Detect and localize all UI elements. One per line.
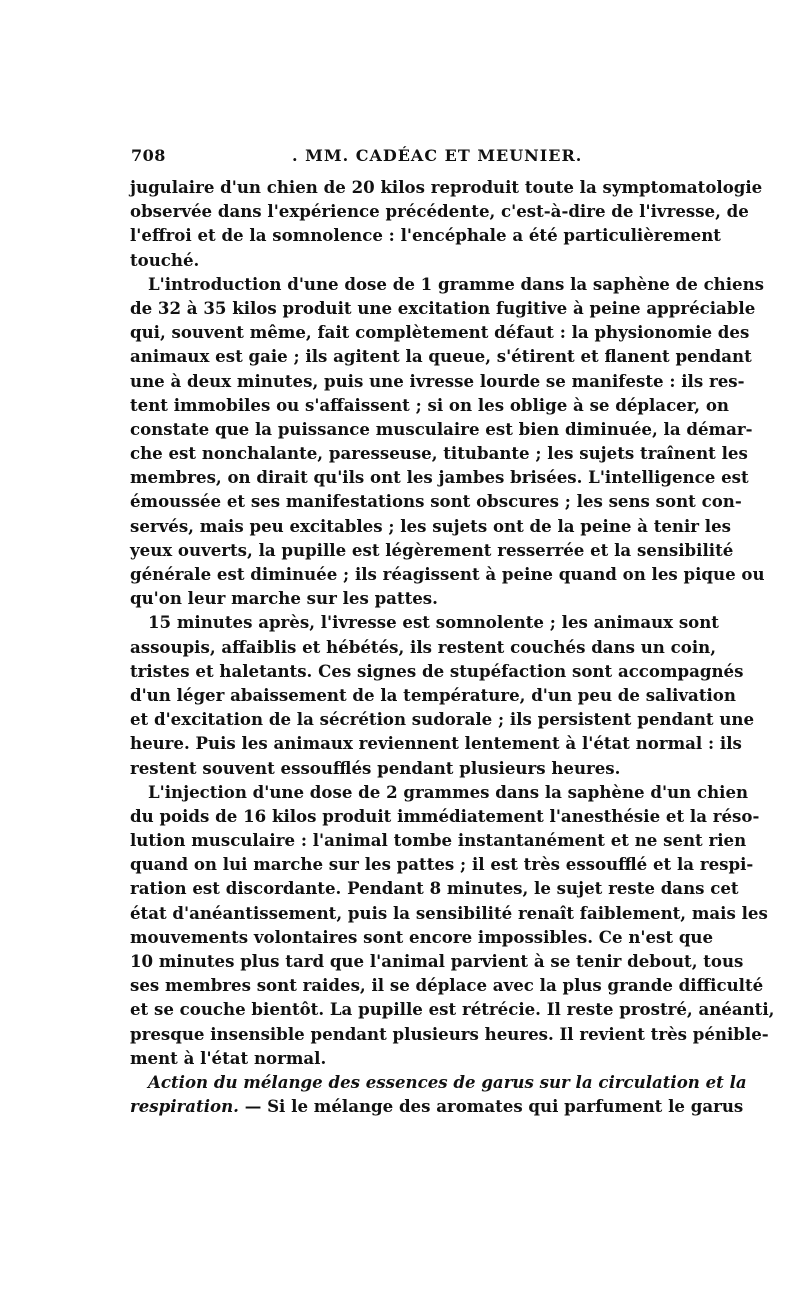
text-line: L'introduction d'une dose de 1 gramme dans la saphène de chiens: [148, 273, 765, 294]
text-line: ration est discordante. Pendant 8 minutes, le sujet reste dans cet: [130, 878, 739, 899]
text-line: de 32 à 35 kilos produit une excitation fugitive à peine appréciable: [130, 297, 756, 318]
running-title: . MM. CADÉAC ET MEUNIER.: [292, 146, 583, 165]
text-line: quand on lui marche sur les pattes ; il est très essoufflé et la respi-: [130, 854, 754, 875]
text-line: assoupis, affaiblis et hébétés, ils restent couchés dans un coin,: [130, 636, 716, 657]
text-line: membres, on dirait qu'ils ont les jambes brisées. L'intelligence est: [130, 467, 749, 488]
text-line: jugulaire d'un chien de 20 kilos reproduit toute la symptomatologie: [130, 177, 763, 197]
text-line: tent immobiles ou s'affaissent ; si on les oblige à se déplacer, on: [130, 394, 729, 415]
text-line: tristes et haletants. Ces signes de stupéfaction sont accompagnés: [130, 660, 744, 681]
text-line: observée dans l'expérience précédente, c'est-à-dire de l'ivresse, de: [130, 201, 749, 222]
text-line: presque insensible pendant plusieurs heures. Il revient très pénible-: [130, 1023, 769, 1044]
text-line: L'injection d'une dose de 2 grammes dans la saphène d'un chien: [148, 781, 749, 802]
text-line: yeux ouverts, la pupille est légèrement resserrée et la sensibilité: [130, 539, 734, 560]
body-text: [130, 175, 775, 1118]
text-line: 15 minutes après, l'ivresse est somnolente ; les animaux sont: [148, 612, 719, 633]
text-line: l'effroi et de la somnolence : l'encéphale a été particulièrement: [130, 225, 721, 246]
text-line: une à deux minutes, puis une ivresse lourde se manifeste : ils res-: [130, 370, 745, 391]
text-line: et se couche bientôt. La pupille est rétrécie. Il reste prostré, anéanti,: [130, 999, 775, 1020]
text-line: qui, souvent même, fait complètement défaut : la physionomie des: [130, 322, 750, 343]
text-line: che est nonchalante, paresseuse, titubante ; les sujets traînent les: [130, 443, 748, 464]
text-line: restent souvent essoufflés pendant plusieurs heures.: [130, 757, 621, 778]
text-line: émoussée et ses manifestations sont obscures ; les sens sont con-: [130, 491, 742, 512]
text-line: animaux est gaie ; ils agitent la queue, s'étirent et flanent pendant: [130, 346, 752, 367]
running-head: [131, 146, 696, 170]
text-line: touché.: [130, 249, 200, 270]
text-line: générale est diminuée ; ils réagissent à peine quand on les pique ou: [130, 564, 765, 584]
page-number: 708: [131, 146, 166, 165]
text-line: ses membres sont raides, il se déplace avec la plus grande difficulté: [130, 975, 764, 996]
text-line: servés, mais peu excitables ; les sujets ont de la peine à tenir les: [130, 515, 732, 536]
text-line: lution musculaire : l'animal tombe instantanément et ne sent rien: [130, 830, 747, 851]
text-line: 10 minutes plus tard que l'animal parvient à se tenir debout, tous: [130, 951, 744, 971]
text-line: mouvements volontaires sont encore impossibles. Ce n'est que: [130, 926, 714, 947]
text-line: qu'on leur marche sur les pattes.: [130, 588, 438, 609]
text-line: du poids de 16 kilos produit immédiatement l'anesthésie et la réso-: [130, 805, 760, 826]
section-body-start: — Si le mélange des aromates qui parfument le garus: [238, 1096, 744, 1117]
text-line: d'un léger abaissement de la température, d'un peu de salivation: [130, 684, 736, 705]
section-heading-end: respiration.: [130, 1096, 239, 1117]
text-line: ment à l'état normal.: [130, 1047, 327, 1068]
text-line: heure. Puis les animaux reviennent lentement à l'état normal : ils: [130, 733, 742, 754]
text-line: état d'anéantissement, puis la sensibilité renaît faiblement, mais les: [130, 902, 768, 923]
section-heading-continuation: [130, 1094, 744, 1118]
section-heading-line: Action du mélange des essences de garus sur la circulation et la: [148, 1071, 747, 1092]
text-line: et d'excitation de la sécrétion sudorale ; ils persistent pendant une: [130, 709, 755, 730]
text-line: constate que la puissance musculaire est bien diminuée, la démar-: [130, 418, 753, 439]
